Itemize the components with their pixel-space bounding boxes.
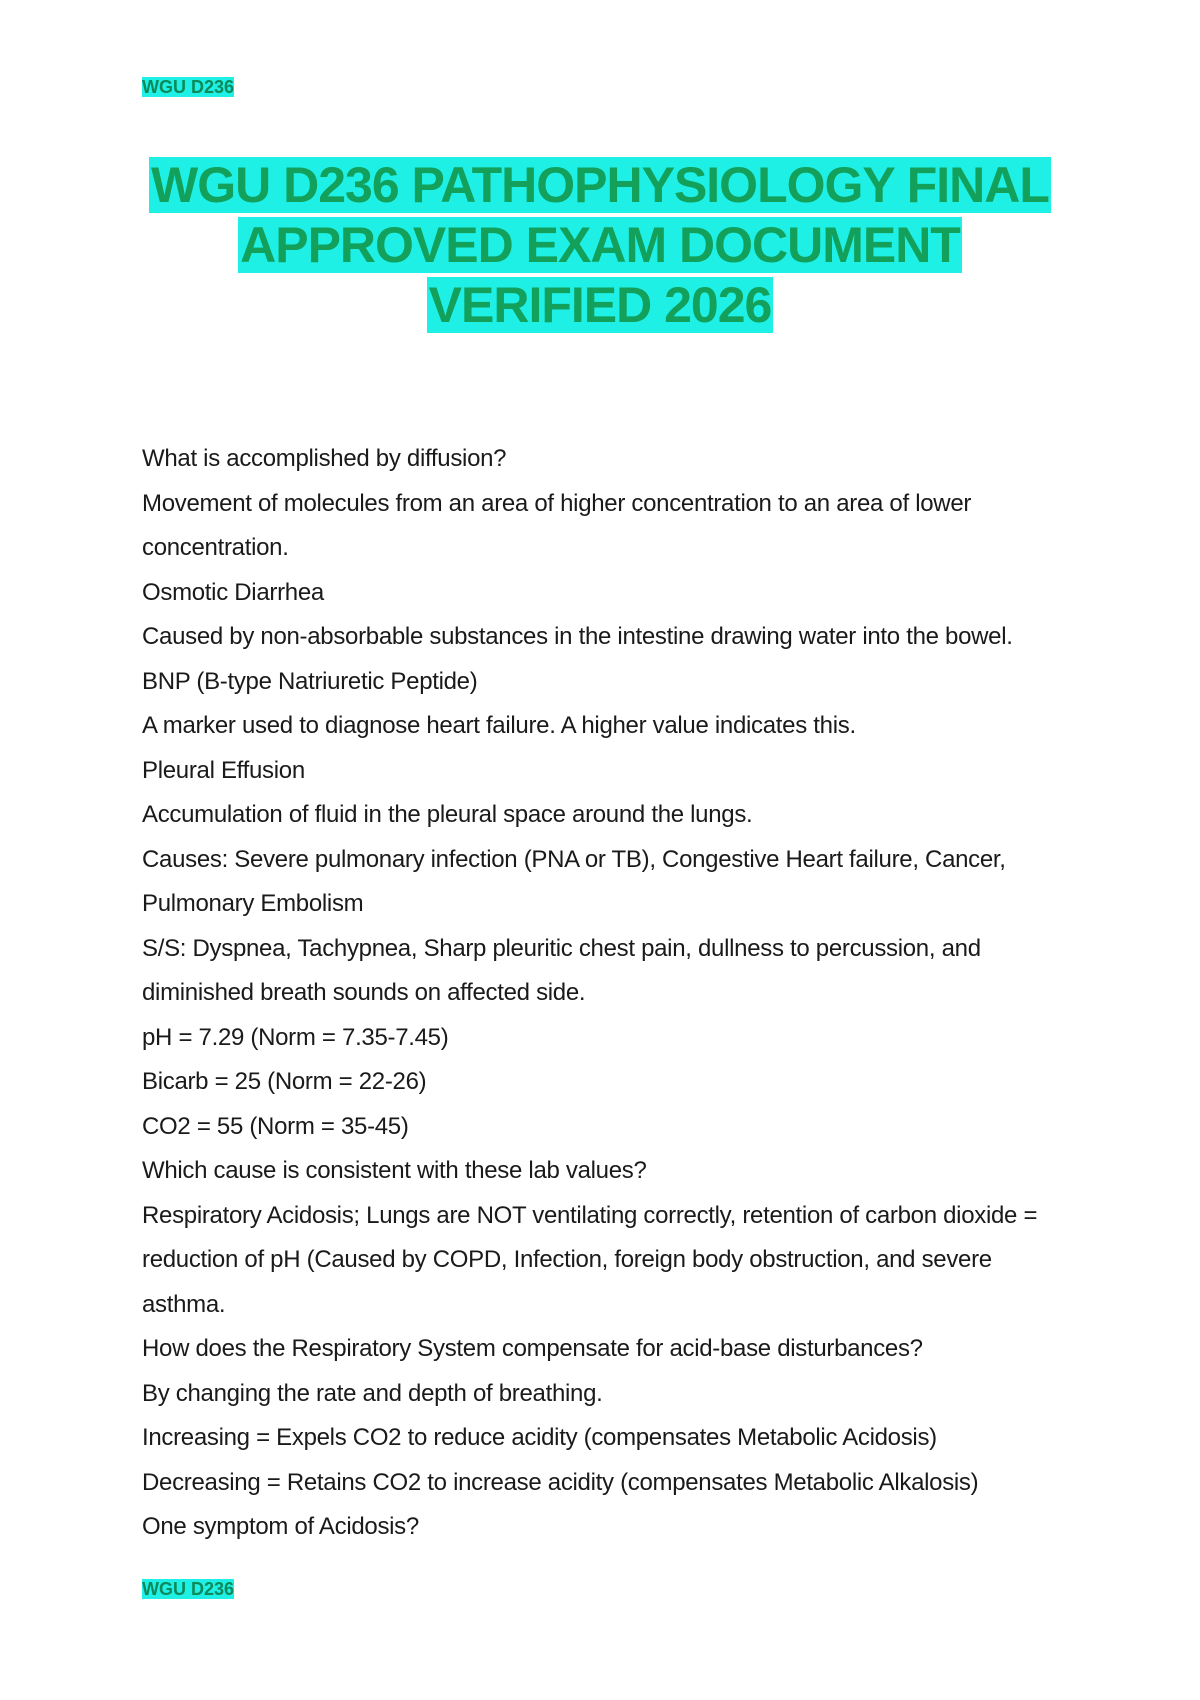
- title-line-3: VERIFIED 2026: [428, 277, 772, 333]
- body-line: Osmotic Diarrhea: [142, 578, 324, 606]
- body-line: pH = 7.29 (Norm = 7.35-7.45): [142, 1023, 449, 1051]
- body-line: concentration.: [142, 534, 289, 561]
- body-line: Pleural Effusion: [142, 756, 305, 784]
- body-line: BNP (B-type Natriuretic Peptide): [142, 667, 478, 695]
- body-line: Decreasing = Retains CO2 to increase acidity (compensates Metabolic Alkalosis): [142, 1468, 979, 1496]
- title-line-1: WGU D236 PATHOPHYSIOLOGY FINAL: [151, 157, 1049, 213]
- document-title: [100, 155, 1100, 335]
- body-line: diminished breath sounds on affected side.: [142, 979, 586, 1006]
- body-line: Causes: Severe pulmonary infection (PNA or TB), Congestive Heart failure, Cancer,: [142, 845, 1006, 873]
- body-line: One symptom of Acidosis?: [142, 1513, 419, 1540]
- body-line: Increasing = Expels CO2 to reduce acidity (compensates Metabolic Acidosis): [142, 1424, 937, 1451]
- body-line: Bicarb = 25 (Norm = 22-26): [142, 1068, 427, 1095]
- body-line: Respiratory Acidosis; Lungs are NOT ventilating correctly, retention of carbon dioxide =: [142, 1201, 1038, 1229]
- title-line: [100, 275, 1100, 335]
- body-line: Accumulation of fluid in the pleural space around the lungs.: [142, 801, 753, 828]
- body-line: How does the Respiratory System compensate for acid-base disturbances?: [142, 1335, 923, 1362]
- body-line: What is accomplished by diffusion?: [142, 445, 507, 472]
- header-tag: [142, 76, 234, 98]
- title-line: [100, 155, 1100, 215]
- title-line: [100, 215, 1100, 275]
- header-tag-text: WGU D236: [142, 77, 235, 97]
- body-line: S/S: Dyspnea, Tachypnea, Sharp pleuritic chest pain, dullness to percussion, and: [142, 934, 981, 962]
- body-line: Caused by non-absorbable substances in the intestine drawing water into the bowel.: [142, 623, 1013, 650]
- body-line: asthma.: [142, 1290, 226, 1318]
- body-line: reduction of pH (Caused by COPD, Infection, foreign body obstruction, and severe: [142, 1246, 992, 1273]
- body-line: CO2 = 55 (Norm = 35-45): [142, 1112, 409, 1140]
- body-line: Which cause is consistent with these lab values?: [142, 1157, 647, 1184]
- title-line-2: APPROVED EXAM DOCUMENT: [240, 217, 960, 273]
- body-line: A marker used to diagnose heart failure. A higher value indicates this.: [142, 712, 856, 739]
- footer-tag: [142, 1578, 234, 1600]
- body-line: By changing the rate and depth of breathing.: [142, 1379, 603, 1407]
- body-line: Pulmonary Embolism: [142, 890, 364, 917]
- document-body: [142, 437, 1082, 1550]
- body-line: Movement of molecules from an area of higher concentration to an area of lower: [142, 489, 972, 517]
- footer-tag-text: WGU D236: [142, 1579, 235, 1599]
